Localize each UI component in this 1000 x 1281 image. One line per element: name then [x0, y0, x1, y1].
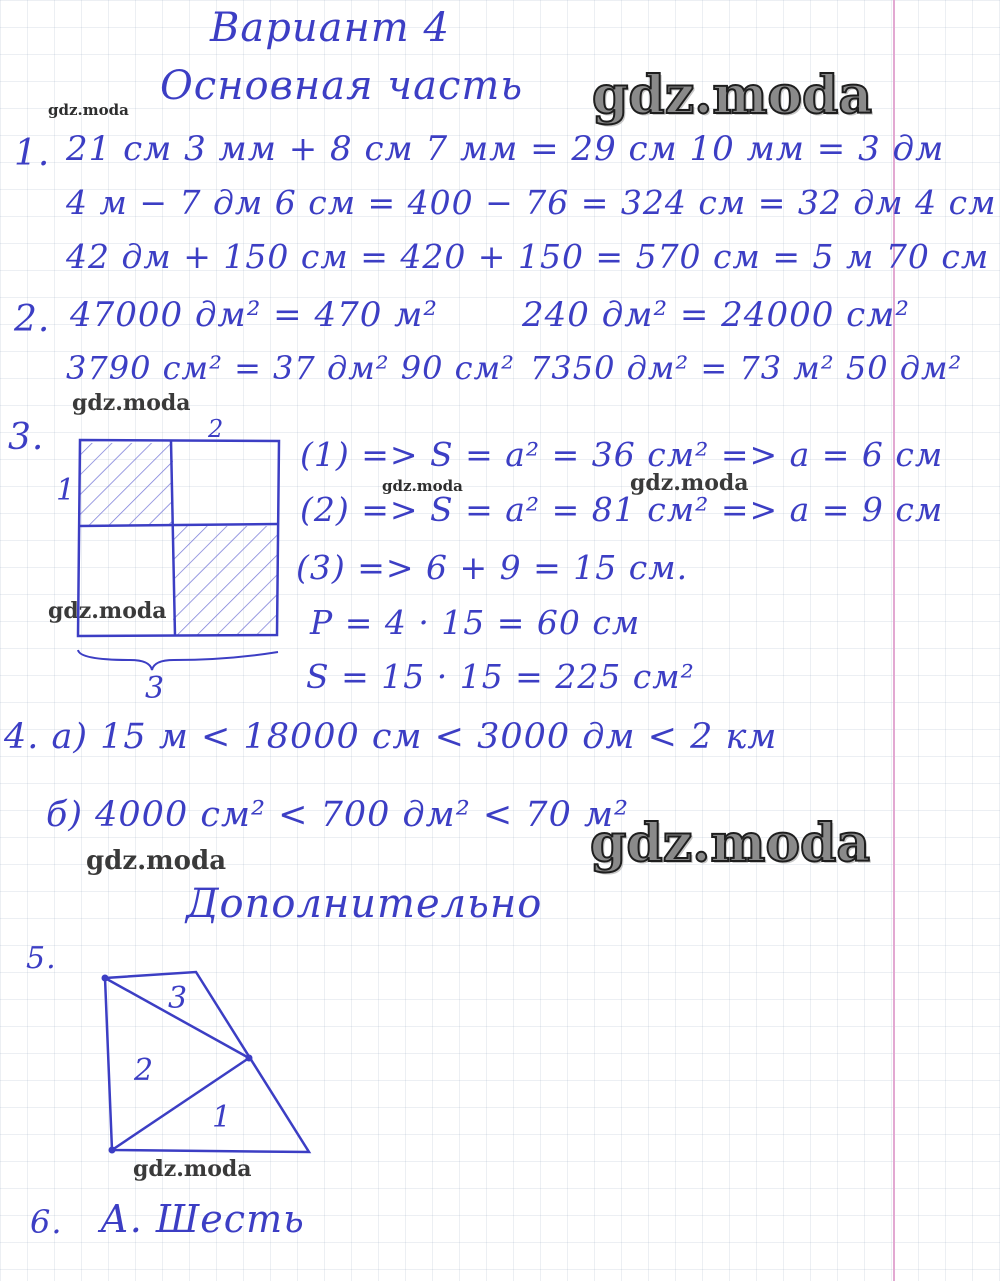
extra-section-title: Дополнительно — [186, 881, 543, 927]
task3-label-2: 2 — [208, 415, 224, 443]
watermark-logo: gdz.moda — [48, 598, 167, 624]
watermark-logo: gdz.moda — [86, 846, 227, 876]
watermark-logo: gdz.moda — [48, 101, 129, 119]
task3-line-4: P = 4 · 15 = 60 см — [310, 603, 641, 642]
watermark-logo: gdz.moda — [72, 390, 191, 416]
task2-number: 2. — [14, 299, 51, 340]
variant-title: Вариант 4 — [210, 5, 450, 51]
task1-line-3: 42 дм + 150 см = 420 + 150 = 570 см = 5 м 70 см — [66, 237, 990, 276]
task5-number: 5. — [26, 941, 57, 976]
task2-item-2: 240 дм² = 24000 см² — [522, 295, 911, 335]
watermark-logo: gdz.moda — [133, 1156, 252, 1182]
task5-label-1: 1 — [212, 1100, 232, 1135]
task3-label-3: 3 — [145, 671, 165, 706]
task1-line-1: 21 см 3 мм + 8 см 7 мм = 29 см 10 мм = 3 дм — [66, 129, 945, 169]
task4-line-a: 4. а) 15 м < 18000 см < 3000 дм < 2 км — [4, 717, 778, 757]
task3-line-3: (3) => 6 + 9 = 15 см. — [296, 548, 689, 587]
task3-line-1: (1) => S = a² = 36 см² => a = 6 см — [300, 435, 944, 474]
task2-item-1: 47000 дм² = 470 м² — [70, 295, 438, 335]
section-title: Основная часть — [160, 63, 524, 109]
watermark-logo: gdz.moda — [382, 477, 463, 495]
task5-label-3: 3 — [168, 981, 188, 1016]
watermark-logo: gdz.moda — [630, 470, 749, 496]
task6-answer: А. Шесть — [100, 1197, 305, 1241]
task1-line-2: 4 м − 7 дм 6 см = 400 − 76 = 324 см = 32 дм 4 см — [66, 183, 997, 222]
task6-number: 6. — [30, 1203, 63, 1241]
task4-line-b: б) 4000 см² < 700 дм² < 70 м² — [46, 795, 630, 835]
task5-label-2: 2 — [134, 1053, 154, 1088]
watermark-logo: gdz.moda — [590, 813, 871, 874]
vertex-dot — [109, 1147, 116, 1154]
task2-item-3: 3790 см² = 37 дм² 90 см² — [66, 349, 515, 387]
task3-line-5: S = 15 · 15 = 225 см² — [306, 657, 695, 696]
task3-line-2: (2) => S = a² = 81 см² => a = 9 см — [300, 490, 944, 529]
vertex-dot — [102, 975, 109, 982]
task1-number: 1. — [14, 133, 51, 174]
task2-item-4: 7350 дм² = 73 м² 50 дм² — [530, 349, 963, 387]
watermark-logo: gdz.moda — [592, 65, 873, 126]
vertex-dot — [246, 1055, 253, 1062]
task3-label-1: 1 — [56, 473, 76, 508]
task3-number: 3. — [8, 417, 45, 458]
